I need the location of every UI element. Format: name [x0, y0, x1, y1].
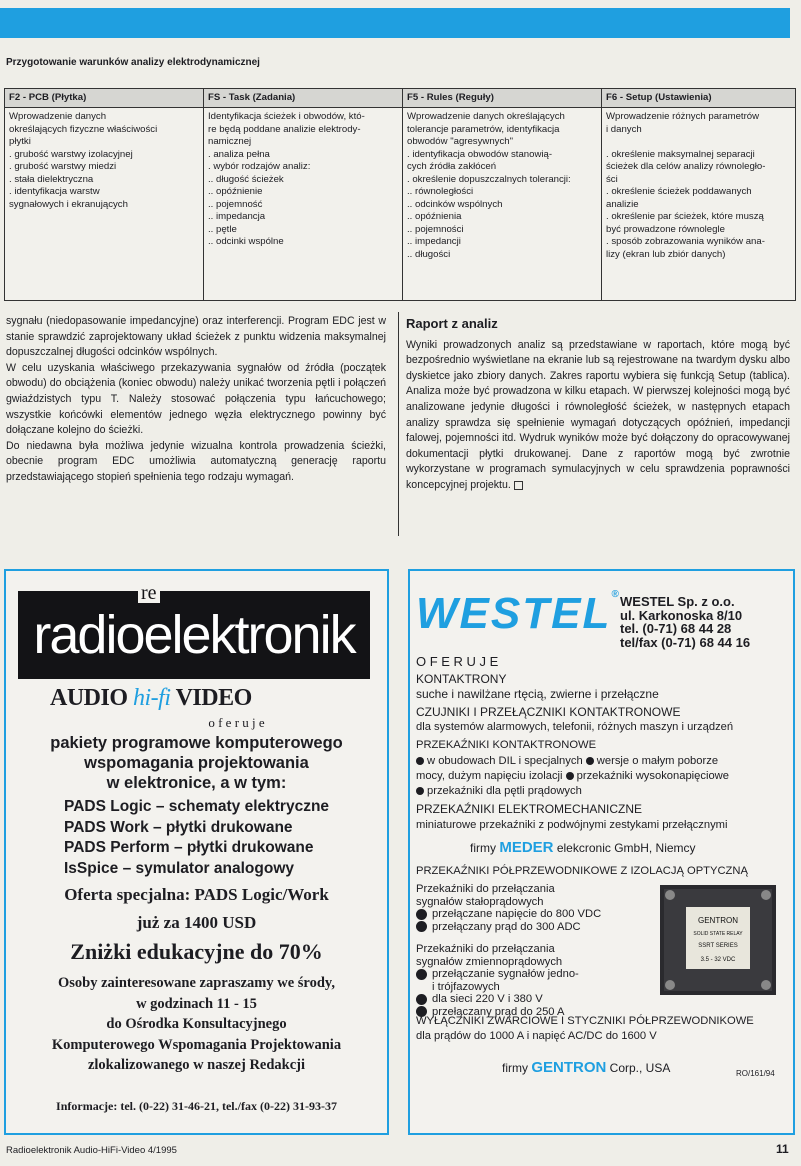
paragraph: Do niedawna była możliwa jedynie wizualna kontrola prowadzenia ścieżki, obecnie program EDC umożliwia automatyczną generację raportu przedstawiającego stopień spełnienia tego rodzaju wymagań.	[6, 439, 386, 483]
offer-line: PRZEKAŹNIKI PÓŁPRZEWODNIKOWE Z IZOLACJĄ OPTYCZNĄ	[416, 865, 748, 877]
table-cell-line: Wprowadzenie danych określających	[407, 111, 565, 122]
table-cell-line: namicznej	[208, 136, 252, 147]
gentron-line: firmy GENTRON Corp., USA	[502, 1059, 671, 1076]
column-divider	[398, 312, 399, 536]
westel-address: WESTEL Sp. z o.o. ul. Karkonoska 8/10 tel. (0-71) 68 44 28 tel/fax (0-71) 68 44 16	[620, 594, 751, 650]
relay-photo	[656, 877, 780, 1003]
offer-line: KONTAKTRONY	[416, 672, 507, 686]
bullet-icon	[416, 921, 427, 932]
section-heading: Raport z analiz	[406, 316, 498, 331]
radioelektronik-advertisement	[4, 569, 389, 1135]
invitation: Osoby zainteresowane zapraszamy we środy, w godzinach 11 - 15 do Ośrodka Konsultacyjnego Komputerowego Wspomagania Projektowania zlokalizowanego w naszej Redakcji	[51, 975, 342, 1073]
product-item: IsSpice – symulator analogowy	[64, 859, 294, 877]
table-cell-line: .. impedancji	[407, 236, 461, 247]
svg-text:3.5 - 32 VDC: 3.5 - 32 VDC	[700, 957, 736, 963]
end-mark-icon	[514, 481, 523, 490]
offer-line: miniaturowe przekaźniki z podwójnymi zestykami przełącznymi	[416, 819, 728, 831]
table-cell-line: .. odcinków wspólnych	[407, 198, 503, 210]
table-cell-line: być prowadzone równolegle	[606, 223, 725, 235]
oferuje-label: O F E R U J E	[416, 654, 499, 669]
special-offer: Oferta specjalna: PADS Logic/Work	[64, 885, 329, 904]
table-cell-line: określających fizyczne właściwości	[9, 123, 158, 135]
table-cell-line: . analiza pełna	[208, 148, 270, 160]
offer-line: przekaźniki dla pętli prądowych	[416, 785, 582, 798]
table-cell-line: .. długość ścieżek	[208, 173, 284, 185]
table-cell-line: Wprowadzenie różnych parametrów	[606, 111, 760, 122]
discount-line: Zniżki edukacyjne do 70%	[70, 939, 323, 964]
table-cell-line: . określenie dopuszczalnych tolerancji:	[407, 173, 571, 185]
top-color-bar	[0, 8, 790, 38]
westel-logo: WESTEL®	[416, 589, 621, 638]
table-cell-line: .. impedancja	[208, 211, 266, 222]
table-cell-line: . grubość warstwy miedzi	[9, 161, 117, 172]
dc-relays: Przekaźniki do przełączania sygnałów stałoprądowych przełączane napięcie do 800 VDC przełączany prąd do 300 ADC	[416, 883, 602, 933]
svg-text:SOLID STATE RELAY: SOLID STATE RELAY	[693, 931, 743, 937]
paragraph: sygnału (niedopasowanie impedancyjne) oraz interferencji. Program EDC jest w stanie sprawdzić zaprojektowany układ ścieżek z punktu widzenia maksymalnej dopuszczalnej długości odcinków wspólnych.	[6, 315, 386, 359]
re-mark-logo: re	[138, 583, 160, 603]
table-cell-line: .. pętle	[208, 223, 237, 235]
table-header: F6 - Setup (Ustawienia)	[602, 89, 796, 108]
table-cell-line: .. pojemności	[407, 223, 464, 235]
table-header: F5 - Rules (Reguły)	[403, 89, 602, 108]
table-cell-line: .. odcinki wspólne	[208, 236, 284, 247]
table-cell-line: . identyfikacja obwodów stanowią-	[407, 148, 553, 160]
table-cell-line: Wprowadzenie danych	[9, 111, 107, 122]
ad-code: RO/161/94	[736, 1069, 775, 1078]
table-cell-line: .. równoległości	[407, 186, 474, 197]
table-cell-line: . określenie maksymalnej separacji	[606, 148, 755, 160]
table-cell-line: cych źródła zakłóceń	[407, 161, 497, 172]
table-cell-line	[606, 136, 791, 149]
table-header: F2 - PCB (Płytka)	[5, 89, 204, 108]
bullet-icon	[416, 909, 427, 920]
product-item: PADS Perform – płytki drukowane	[64, 839, 314, 856]
bullet-icon	[416, 994, 427, 1005]
bullet-icon	[416, 757, 424, 765]
parameters-table	[4, 88, 796, 301]
oferuje-label: o f e r u j e	[208, 715, 265, 730]
table-cell-line: tolerancje parametrów, identyfikacja	[407, 123, 560, 135]
product-list	[64, 797, 329, 879]
offer-line: suche i nawilżane rtęcią, zwierne i przełączne	[416, 687, 659, 701]
table-cell-line: . grubość warstwy izolacyjnej	[9, 148, 133, 160]
footer-publication: Radioelektronik Audio-HiFi-Video 4/1995	[6, 1145, 177, 1156]
bullet-icon	[586, 757, 594, 765]
radioelektronik-logo	[18, 591, 370, 679]
meder-line: firmy MEDER elekcronic GmbH, Niemcy	[470, 839, 696, 856]
table-cell-line: .. pojemność	[208, 198, 263, 210]
table-caption: Przygotowanie warunków analizy elektrodynamicznej	[6, 57, 260, 68]
offer-line: PRZEKAŹNIKI KONTAKTRONOWE	[416, 739, 597, 751]
logo-text: radioelektronik	[33, 605, 355, 665]
page-number: 11	[776, 1142, 789, 1156]
left-article-column	[6, 314, 386, 486]
table-cell-line: lizy (ekran lub zbiór danych)	[606, 248, 726, 260]
table-header: FS - Task (Zadania)	[204, 89, 403, 108]
offer-line: mocy, dużym napięciu izolacji przekaźniki wysokonapięciowe	[416, 770, 729, 782]
bullet-icon	[416, 787, 424, 795]
offer-line: PRZEKAŹNIKI ELEKTROMECHANICZNE	[416, 802, 643, 816]
table-cell	[602, 108, 796, 301]
offer-line: w obudowach DIL i specjalnych wersje o małym poborze	[416, 755, 718, 768]
offer-line: dla systemów alarmowych, telefonii, różnych maszyn i urządzeń	[416, 721, 734, 733]
svg-text:GENTRON: GENTRON	[698, 916, 738, 925]
offer-line: dla prądów do 1000 A i napięć AC/DC do 1600 V	[416, 1030, 657, 1042]
table-cell-line: Identyfikacja ścieżek i obwodów, któ-	[208, 111, 365, 122]
table-cell-line: sygnałowych i ekranujących	[9, 198, 128, 210]
offer-line: CZUJNIKI I PRZEŁĄCZNIKI KONTAKTRONOWE	[416, 705, 681, 719]
ac-relays: Przekaźniki do przełączania sygnałów zmiennoprądowych przełączanie sygnałów jedno- i trójfazowych dla sieci 220 V i 380 V przełączany prąd do 250 A	[416, 943, 579, 1018]
table-cell-line: . wybór rodzajów analiz:	[208, 161, 311, 172]
ad-headline: pakiety programowe komputerowego wspomagania projektowania w elektronice, a w tym:	[50, 734, 343, 792]
offer-line: WYŁĄCZNIKI ZWARCIOWE I STYCZNIKI PÓŁPRZEWODNIKOWE	[416, 1015, 754, 1027]
product-item: PADS Logic – schematy elektryczne	[64, 798, 330, 815]
table-cell-line: . stała dielektryczna	[9, 173, 94, 185]
table-cell-line: . określenie ścieżek poddawanych	[606, 186, 752, 197]
table-cell	[204, 108, 403, 301]
audio-hifi-video-title: AUDIO hi-fi VIDEO	[50, 685, 252, 711]
bullet-icon	[416, 969, 427, 980]
special-offer-price: już za 1400 USD	[136, 913, 257, 932]
table-cell-line: . identyfikacja warstw	[9, 186, 100, 197]
table-cell-line: .. opóźnienie	[208, 186, 263, 197]
table-cell	[5, 108, 204, 301]
svg-text:SSRT SERIES: SSRT SERIES	[698, 943, 738, 949]
paragraph: W celu uzyskania właściwego przekazywania sygnałów od źródła (początek obwodu) do obciążenia (koniec obwodu) należy unikać tworzenia pętli i połączeń gwiaździstych typu T. Należy stosować połączenia typu łańcuchowego; wszystkie końcówki elementów jednego węzła elektrycznego powinny być dołączane kolejno do ścieżki.	[6, 361, 386, 437]
bullet-icon	[566, 772, 574, 780]
table-cell-line: ści	[606, 173, 618, 185]
right-article-column	[406, 316, 790, 494]
table-cell-line: .. długości	[407, 248, 451, 260]
table-cell-line: . określenie par ścieżek, które muszą	[606, 211, 764, 222]
table-cell	[403, 108, 602, 301]
product-item: PADS Work – płytki drukowane	[64, 818, 293, 836]
table-cell-line: analizie	[606, 198, 639, 210]
table-cell-line: . sposób zobrazowania wyników ana-	[606, 236, 765, 247]
table-cell-line: ścieżek dla celów analizy równoległo-	[606, 161, 766, 172]
table-cell-line: obwodów "agresywnych"	[407, 136, 513, 147]
table-cell-line: re będą poddane analizie elektrody-	[208, 123, 361, 135]
table-cell-line: .. opóźnienia	[407, 211, 462, 222]
paragraph: Wyniki prowadzonych analiz są przedstawiane w raportach, które mogą być bezpośrednio wyświetlane na ekranie lub są rejestrowane na twardym dysku albo dyskietce jako zbiory danych. Zakres raportu wybiera się funkcją Setup (tablica). Analiza może być prowadzona w kilku etapach. W pierwszej kolejności mogą być analizowane jedynie długości i równoległość ścieżek, w następnych etapach analizy sprawdza się spełnienie wymagań dotyczących opóźnień, impedancji falowej, pojemności itd. Wydruk wyników może być dołączony do opracowywanej dokumentacji płytki drukowanej. Dane z raportów mogą być zwrotnie wykorzystane w programach symulacyjnych w celu sprawdzenia poprawności koncepcyjnej projektu.	[406, 338, 790, 491]
table-cell-line: płytki	[9, 136, 31, 147]
westel-advertisement	[408, 569, 795, 1135]
table-cell-line: i danych	[606, 123, 642, 135]
contact-info: Informacje: tel. (0-22) 31-46-21, tel./fax (0-22) 31-93-37	[56, 1099, 337, 1113]
